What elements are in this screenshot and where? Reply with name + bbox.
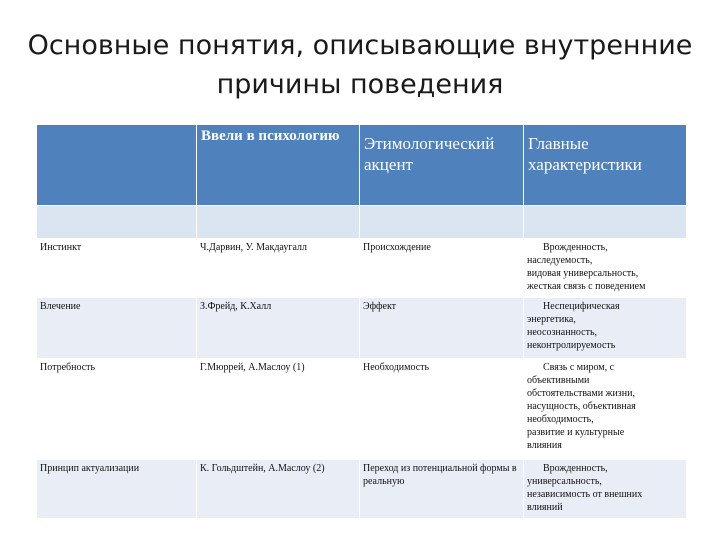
introduced-by-cell: К. Гольдштейн, А.Маслоу (2) bbox=[197, 460, 360, 519]
characteristic-line: объективными bbox=[527, 375, 590, 386]
characteristic-line: неосознанность, bbox=[527, 327, 598, 338]
characteristic-line: жесткая связь с поведением bbox=[527, 281, 646, 292]
concept-cell: Принцип актуализации bbox=[37, 460, 197, 519]
table-row bbox=[37, 298, 687, 359]
characteristic-line: влияний bbox=[527, 502, 563, 513]
characteristic-line: Врожденность, bbox=[543, 463, 608, 474]
characteristic-line: Врожденность, bbox=[543, 242, 608, 253]
characteristic-line: наследуемость, bbox=[527, 255, 593, 266]
slide-title-line-1: Основные понятия, описывающие внутренние bbox=[27, 30, 693, 61]
characteristics-cell bbox=[524, 239, 687, 298]
header-characteristics: Главные характеристики bbox=[524, 125, 687, 206]
concept-cell: Потребность bbox=[37, 359, 197, 460]
accent-cell: Переход из потенциальной формы в реальную bbox=[360, 460, 524, 519]
slide-title bbox=[0, 26, 720, 104]
band-cell bbox=[197, 206, 360, 239]
characteristic-line: обстоятельствами жизни, bbox=[527, 388, 635, 399]
table-row bbox=[37, 460, 687, 519]
characteristic-line: влияния bbox=[527, 440, 562, 451]
concepts-table bbox=[36, 124, 687, 519]
introduced-by-cell: Ч.Дарвин, У. Макдаугалл bbox=[197, 239, 360, 298]
table-row bbox=[37, 359, 687, 460]
characteristic-line: энергетика, bbox=[527, 314, 576, 325]
characteristics-cell bbox=[524, 359, 687, 460]
table-band-row bbox=[37, 206, 687, 239]
accent-cell: Происхождение bbox=[360, 239, 524, 298]
band-cell bbox=[524, 206, 687, 239]
slide-title-line-2: причины поведения bbox=[216, 69, 504, 100]
characteristic-line: универсальность, bbox=[527, 476, 602, 487]
characteristic-line: необходимость, bbox=[527, 414, 594, 425]
header-introduced-by: Ввели в психологию bbox=[197, 125, 360, 206]
band-cell bbox=[37, 206, 197, 239]
concept-cell: Влечение bbox=[37, 298, 197, 359]
header-accent: Этимологический акцент bbox=[360, 125, 524, 206]
characteristics-cell bbox=[524, 298, 687, 359]
characteristic-line: Неспецифическая bbox=[543, 301, 620, 312]
introduced-by-cell: З.Фрейд, К.Халл bbox=[197, 298, 360, 359]
accent-cell: Необходимость bbox=[360, 359, 524, 460]
header-concept bbox=[37, 125, 197, 206]
band-cell bbox=[360, 206, 524, 239]
characteristic-line: независимость от внешних bbox=[527, 489, 643, 500]
accent-cell: Эффект bbox=[360, 298, 524, 359]
characteristic-line: видовая универсальность, bbox=[527, 268, 639, 279]
concept-cell: Инстинкт bbox=[37, 239, 197, 298]
characteristic-line: насущность, объективная bbox=[527, 401, 636, 412]
introduced-by-cell: Г.Мюррей, А.Маслоу (1) bbox=[197, 359, 360, 460]
characteristic-line: Связь с миром, с bbox=[543, 362, 615, 373]
characteristic-line: развитие и культурные bbox=[527, 427, 625, 438]
table-row bbox=[37, 239, 687, 298]
characteristic-line: неконтролируемость bbox=[527, 340, 616, 351]
table-header-row bbox=[37, 125, 687, 206]
characteristics-cell bbox=[524, 460, 687, 519]
